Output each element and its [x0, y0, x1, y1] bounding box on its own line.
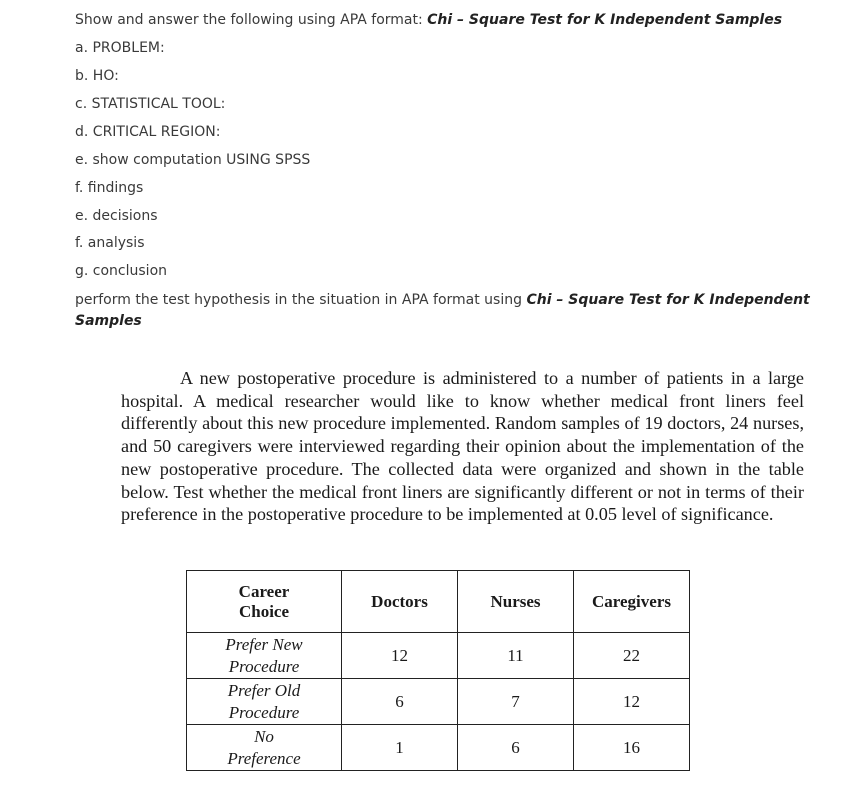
row-label-line2: Preference	[227, 748, 301, 768]
test-name: Chi – Square Test for K Independent Samples	[427, 12, 783, 28]
table-cell: 1	[342, 725, 458, 771]
instruction-prefix: Show and answer the following using APA format:	[75, 12, 428, 28]
perform-test-name-cont: Samples	[75, 313, 142, 329]
table-cell: 6	[342, 679, 458, 725]
item-statistical-tool: c. STATISTICAL TOOL:	[75, 96, 226, 112]
row-label-line1: Prefer Old	[227, 680, 301, 700]
table-row	[187, 633, 690, 679]
item-critical-region: d. CRITICAL REGION:	[75, 124, 221, 140]
table-cell: 6	[458, 725, 574, 771]
table-row	[187, 679, 690, 725]
table-cell: 11	[458, 633, 574, 679]
column-header-caregivers: Caregivers	[574, 571, 690, 633]
table-header-row	[187, 571, 690, 633]
table-cell: 22	[574, 633, 690, 679]
column-header-doctors: Doctors	[342, 571, 458, 633]
row-label	[187, 725, 342, 771]
item-conclusion: g. conclusion	[75, 263, 168, 279]
item-problem: a. PROBLEM:	[75, 40, 165, 56]
table-cell: 7	[458, 679, 574, 725]
column-header-nurses: Nurses	[458, 571, 574, 633]
item-findings: f. findings	[75, 180, 144, 196]
table-cell: 16	[574, 725, 690, 771]
table-row	[187, 725, 690, 771]
perform-line	[75, 292, 810, 308]
data-table	[186, 570, 690, 771]
item-analysis: f. analysis	[75, 235, 145, 251]
table-cell: 12	[574, 679, 690, 725]
row-label	[187, 633, 342, 679]
table-cell: 12	[342, 633, 458, 679]
perform-test-name: Chi – Square Test for K Independent	[526, 292, 810, 308]
row-label-line2: Procedure	[228, 656, 300, 676]
item-ho: b. HO:	[75, 68, 119, 84]
row-label-line2: Procedure	[228, 702, 300, 722]
corner-header-line1: Career	[238, 581, 290, 601]
item-computation: e. show computation USING SPSS	[75, 152, 311, 168]
corner-header	[187, 571, 342, 633]
row-label-line1: Prefer New	[225, 634, 303, 654]
row-label	[187, 679, 342, 725]
corner-header-line2: Choice	[238, 601, 290, 621]
item-decisions: e. decisions	[75, 208, 158, 224]
instruction-line	[75, 12, 782, 28]
problem-paragraph: A new postoperative procedure is administered to a number of patients in a large hospital. A medical researcher would like to know whether medical front liners feel differently about this new procedure implemented. Random samples of 19 doctors, 24 nurses, and 50 caregivers were interviewed regarding their opinion about the implementation of the new postoperative procedure. The collected data were organized and shown in the table below. Test whether the medical front liners are significantly different or not in terms of their preference in the postoperative procedure to be implemented at 0.05 level of significance.	[121, 368, 804, 525]
row-label-line1: No	[254, 726, 274, 746]
perform-prefix: perform the test hypothesis in the situation in APA format using	[75, 292, 527, 308]
